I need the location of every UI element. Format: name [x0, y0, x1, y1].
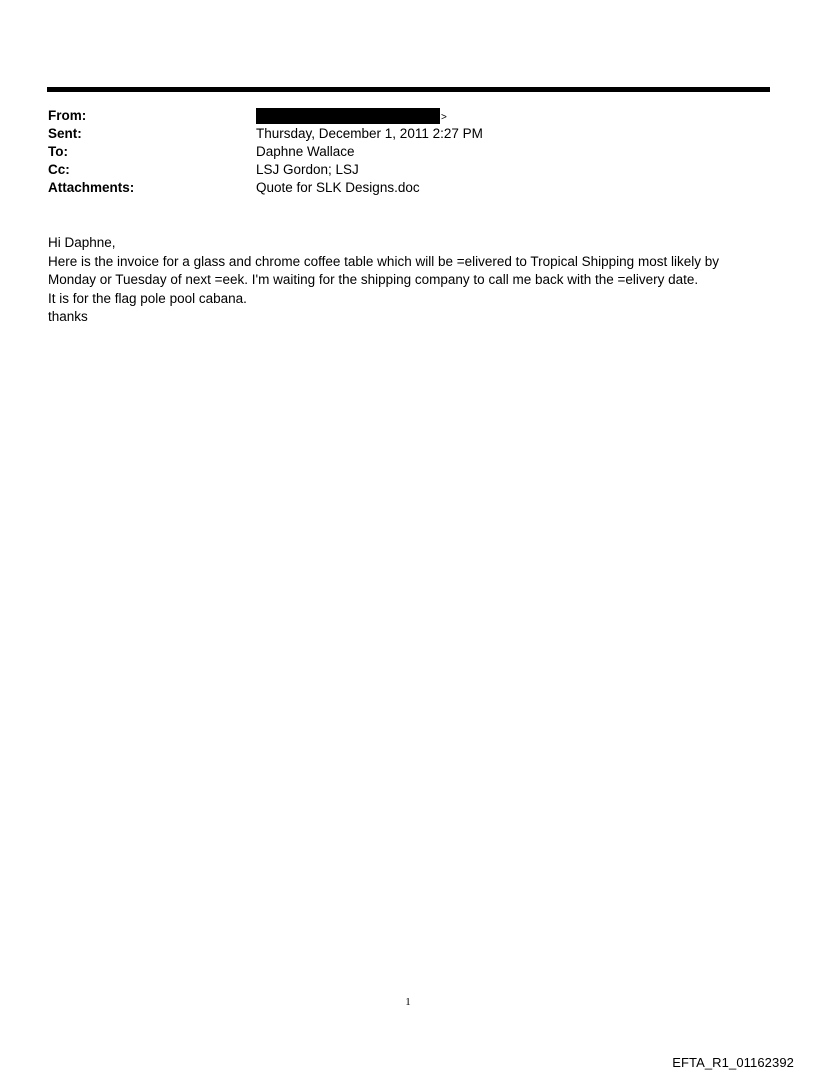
- attachment-filename: Quote for SLK Designs.doc: [256, 180, 420, 195]
- cc-label: Cc:: [48, 162, 70, 177]
- from-value: [256, 107, 447, 125]
- sent-value: Thursday, December 1, 2011 2:27 PM: [256, 126, 483, 141]
- body-line: Here is the invoice for a glass and chrome coffee table which will be =elivered to Tropical Shipping most likely by: [48, 253, 719, 269]
- from-value-tail: >: [441, 112, 447, 123]
- sent-row: [48, 125, 748, 143]
- attachments-row: [48, 179, 748, 197]
- email-header: [48, 107, 748, 197]
- to-value: Daphne Wallace: [256, 144, 355, 159]
- to-row: [48, 143, 748, 161]
- greeting-line: Hi Daphne,: [48, 235, 116, 250]
- from-row: [48, 107, 748, 125]
- from-label: From:: [48, 108, 87, 123]
- body-line: It is for the flag pole pool cabana.: [48, 290, 247, 306]
- page-number: 1: [405, 996, 411, 1008]
- document-id: EFTA_R1_01162392: [672, 1055, 794, 1070]
- attachments-label: Attachments:: [48, 180, 135, 195]
- to-label: To:: [48, 144, 68, 159]
- body-line: Monday or Tuesday of next =eek. I'm waiting for the shipping company to call me back with the =elivery date.: [48, 272, 699, 288]
- sign-off-line: thanks: [48, 309, 88, 325]
- email-body: [48, 234, 748, 327]
- cc-value: LSJ Gordon; LSJ: [256, 162, 359, 177]
- redaction-box: [256, 108, 440, 124]
- cc-row: [48, 161, 748, 179]
- header-divider-rule: [47, 87, 770, 92]
- sent-label: Sent:: [48, 126, 82, 141]
